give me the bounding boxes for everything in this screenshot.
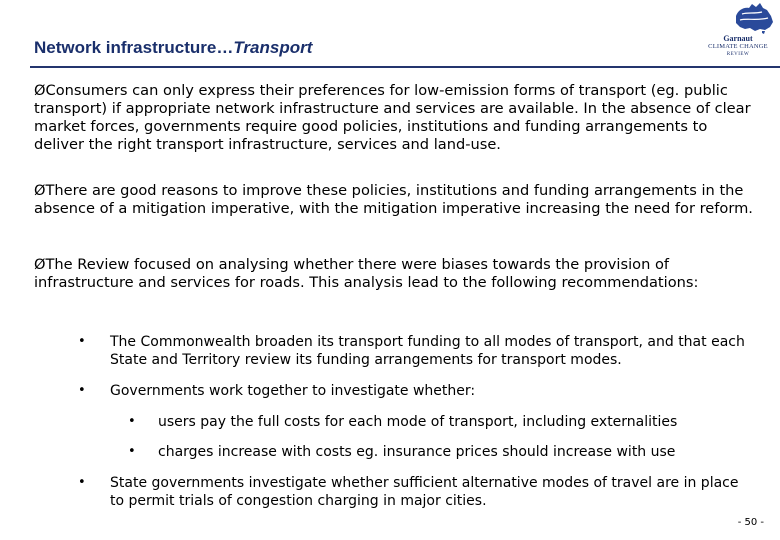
paragraph-3 <box>34 256 754 292</box>
sub-recommendation-1: users pay the full costs for each mode of transport, including externalities <box>158 414 678 430</box>
title-italic: Transport <box>233 38 313 57</box>
recommendation-3: State governments investigate whether sufficient alternative modes of travel are in place to permit trials of congestion charging in major cities. <box>110 475 739 509</box>
sub-bullet-dot-icon: • <box>128 414 136 429</box>
page-number: - 50 - <box>737 517 764 528</box>
bullet-dot-icon: • <box>78 334 86 349</box>
paragraph-2-text: There are good reasons to improve these policies, institutions and funding arrangements in the absence of a mitigation imperative, with the mitigation imperative increasing the need for reform. <box>34 182 753 217</box>
australia-map-icon <box>732 2 776 34</box>
logo-line-2: CLIMATE CHANGE <box>708 43 768 50</box>
sub-recommendation-2: charges increase with costs eg. insurance prices should increase with use <box>158 444 676 460</box>
arrow-bullet-icon: Ø <box>34 182 46 199</box>
garnaut-logo <box>696 2 780 66</box>
logo-line-1: Garnaut <box>723 34 753 43</box>
title-main: Network infrastructure… <box>34 38 234 57</box>
paragraph-1-text: Consumers can only express their preferences for low-emission forms of transport (eg. public transport) if appropriate network infrastructure and services are available. In the absence of clear market forces, governments require good policies, institutions and funding arrangements to deliver the right transport infrastructure, services and land-use. <box>34 82 751 153</box>
bullet-dot-icon: • <box>78 383 86 398</box>
recommendation-1: The Commonwealth broaden its transport funding to all modes of transport, and that each State and Territory review its funding arrangements for transport modes. <box>110 334 745 368</box>
logo-line-3: REVIEW <box>726 52 750 57</box>
sub-bullet-dot-icon: • <box>128 444 136 459</box>
title-divider <box>30 66 780 68</box>
recommendation-2: Governments work together to investigate whether: <box>110 383 476 399</box>
bullet-dot-icon: • <box>78 475 86 490</box>
arrow-bullet-icon: Ø <box>34 256 46 273</box>
slide-title <box>34 38 312 58</box>
paragraph-2 <box>34 182 754 218</box>
paragraph-3-text: The Review focused on analysing whether there were biases towards the provision of infrastructure and services for roads. This analysis lead to the following recommendations: <box>34 256 699 291</box>
arrow-bullet-icon: Ø <box>34 82 46 99</box>
paragraph-1 <box>34 82 754 154</box>
